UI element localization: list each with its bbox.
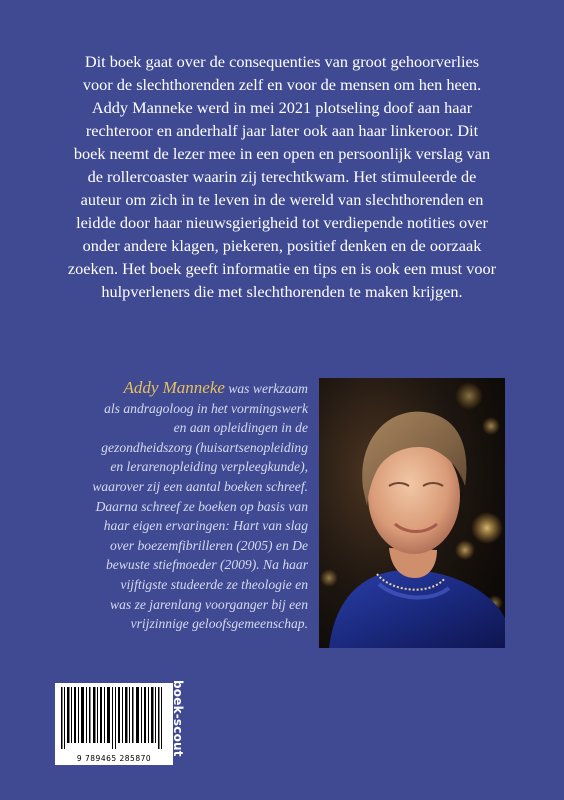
barcode-bars [55,683,173,753]
bio-line: was ze jarenlang voorganger bij een [110,596,308,612]
isbn-number: 9 789465 285870 [76,754,152,763]
bio-line: over boezemfibrilleren (2005) en De [109,537,308,553]
blurb-line: zoeken. Het boek geeft informatie en tips en is ook een must voor [67,259,497,278]
bio-first-line [62,378,308,399]
author-name: Addy Manneke [123,378,225,397]
author-photo [319,378,505,648]
blurb-line: voor de slechthorenden zelf en voor de mensen om hen heen. [82,75,482,94]
bio-line: Daarna schreef ze boeken op basis van [95,498,308,514]
bio-line: vijftigste studeerde ze theologie en [120,576,308,592]
bio-line: gezondheidszorg (huisartsenopleiding [101,439,308,455]
bio-line: en lerarenopleiding verpleegkunde), [110,459,308,475]
bio-line: en aan opleidingen in de [173,420,308,436]
blurb-line: Dit boek gaat over de consequenties van groot gehoorverlies [84,52,480,71]
publisher-name: boek-scout [171,680,185,757]
blurb-line: leidde door haar nieuwsgierigheid tot verdiepende notities over [76,213,488,232]
blurb-line: de rollercoaster waarin zij terechtkwam. Het stimuleerde de [87,167,477,186]
publisher-logo [170,680,186,770]
blurb-line: hulpverleners die met slechthorenden te maken krijgen. [101,282,463,301]
blurb-line: boek neemt de lezer mee in een open en persoonlijk verslag van [73,144,491,163]
bio-line: haar eigen ervaringen: Hart van slag [103,518,308,534]
bio-line: bewuste stiefmoeder (2009). Na haar [106,557,308,573]
isbn-barcode [55,683,173,765]
book-blurb [62,50,502,303]
blurb-line: Addy Manneke werd in mei 2021 plotseling doof aan haar [91,98,473,117]
bio-line: waarover zij een aantal boeken schreef. [92,478,308,494]
blurb-line: onder andere klagen, piekeren, positief denken en de oorzaak [82,236,482,255]
bio-line: als andragoloog in het vormingswerk [104,400,308,416]
author-bio [62,378,308,634]
bio-first-line-text: was werkzaam [224,381,308,396]
bio-line: vrijzinnige geloofsgemeenschap. [130,616,308,632]
blurb-line: auteur om zich in te leven in de wereld van slechthorenden en [80,190,484,209]
blurb-line: rechteroor en anderhalf jaar later ook aan haar linkeroor. Dit [85,121,479,140]
